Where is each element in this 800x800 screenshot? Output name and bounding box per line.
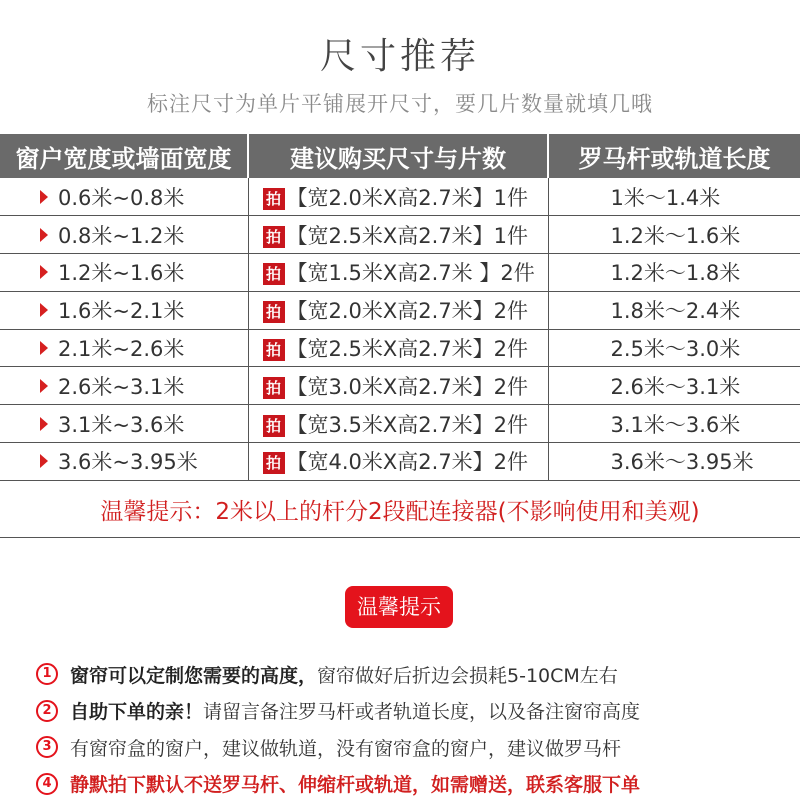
suggested-size-text: 【宽2.0米X高2.7米】1件 [286,185,529,210]
cell-window-width [0,329,248,367]
pai-badge-icon: 拍 [263,415,285,437]
suggested-size-text: 【宽2.0米X高2.7米】2件 [286,299,529,324]
cell-suggested-size [248,254,548,292]
cell-window-width [0,216,248,254]
window-width-text: 3.6米~3.95米 [58,450,198,475]
tip-text: 有窗帘盒的窗户，建议做轨道，没有窗帘盒的窗户，建议做罗马杆 [70,737,622,760]
warm-note: 温馨提示：2米以上的杆分2段配连接器(不影响使用和美观) [0,490,800,538]
suggested-size-text: 【宽2.5米X高2.7米】1件 [286,223,529,248]
pai-badge-icon: 拍 [263,188,285,210]
tip-item [36,693,776,730]
cell-window-width [0,367,248,405]
cell-suggested-size [248,291,548,329]
cell-rod-length: 1.2米～1.8米 [548,254,800,292]
header-suggested-size: 建议购买尺寸与片数 [248,134,548,178]
window-width-text: 1.6米~2.1米 [58,299,185,324]
suggested-size-text: 【宽2.5米X高2.7米】2件 [286,337,529,362]
pai-badge-icon: 拍 [263,263,285,285]
cell-window-width [0,178,248,216]
window-width-text: 1.2米~1.6米 [58,261,185,286]
tips-list [36,656,776,800]
table-row [0,178,800,216]
cell-window-width [0,254,248,292]
circled-number-3-icon: 3 [36,736,58,758]
cell-suggested-size [248,405,548,443]
triangle-bullet-icon [40,190,48,204]
pai-badge-icon: 拍 [263,226,285,248]
table-row [0,216,800,254]
page-title: 尺寸推荐 [319,36,480,77]
cell-window-width [0,291,248,329]
table-row [0,329,800,367]
cell-rod-length: 2.5米～3.0米 [548,329,800,367]
triangle-bullet-icon [40,417,48,431]
triangle-bullet-icon [40,454,48,468]
cell-rod-length: 2.6米～3.1米 [548,367,800,405]
pai-badge-icon: 拍 [263,452,285,474]
cell-window-width [0,443,248,481]
tip-item [36,656,776,693]
table-row [0,367,800,405]
window-width-text: 2.1米~2.6米 [58,337,185,362]
size-table [0,134,800,481]
triangle-bullet-icon [40,265,48,279]
header-rod-length: 罗马杆或轨道长度 [548,134,800,178]
cell-suggested-size [248,178,548,216]
triangle-bullet-icon [40,228,48,242]
cell-rod-length: 1.8米～2.4米 [548,291,800,329]
page-subtitle: 标注尺寸为单片平铺展开尺寸，要几片数量就填几哦 [147,92,653,116]
suggested-size-text: 【宽4.0米X高2.7米】2件 [286,450,529,475]
window-width-text: 0.6米~0.8米 [58,185,185,210]
window-width-text: 2.6米~3.1米 [58,374,185,399]
tip-bold-text: 自助下单的亲！ [70,701,204,724]
table-row [0,443,800,481]
tip-text: 请留言备注罗马杆或者轨道长度，以及备注窗帘高度 [203,701,641,724]
table-row [0,291,800,329]
circled-number-2-icon: 2 [36,700,58,722]
cell-window-width [0,405,248,443]
triangle-bullet-icon [40,341,48,355]
suggested-size-text: 【宽1.5米X高2.7米 】2件 [286,261,535,286]
tip-text: 静默拍下默认不送罗马杆、伸缩杆或轨道，如需赠送，联系客服下单 [70,774,641,797]
suggested-size-text: 【宽3.5米X高2.7米】2件 [286,412,529,437]
cell-suggested-size [248,367,548,405]
circled-number-4-icon: 4 [36,773,58,795]
tip-item [36,729,776,766]
table-row [0,254,800,292]
cell-suggested-size [248,329,548,367]
pai-badge-icon: 拍 [263,301,285,323]
cell-suggested-size [248,216,548,254]
header-window-width: 窗户宽度或墙面宽度 [0,134,248,178]
suggested-size-text: 【宽3.0米X高2.7米】2件 [286,374,529,399]
triangle-bullet-icon [40,379,48,393]
tips-badge: 温馨提示 [345,586,453,628]
cell-rod-length: 1米～1.4米 [548,178,800,216]
cell-suggested-size [248,443,548,481]
tip-bold-text: 窗帘可以定制您需要的高度， [70,664,318,687]
pai-badge-icon: 拍 [263,339,285,361]
tip-text: 窗帘做好后折边会损耗5-10CM左右 [317,664,618,687]
pai-badge-icon: 拍 [263,377,285,399]
circled-number-1-icon: 1 [36,663,58,685]
cell-rod-length: 3.1米～3.6米 [548,405,800,443]
table-row [0,405,800,443]
cell-rod-length: 1.2米～1.6米 [548,216,800,254]
tip-item [36,766,776,800]
triangle-bullet-icon [40,303,48,317]
window-width-text: 0.8米~1.2米 [58,223,185,248]
window-width-text: 3.1米~3.6米 [58,412,185,437]
table-header-row [0,134,800,178]
cell-rod-length: 3.6米～3.95米 [548,443,800,481]
